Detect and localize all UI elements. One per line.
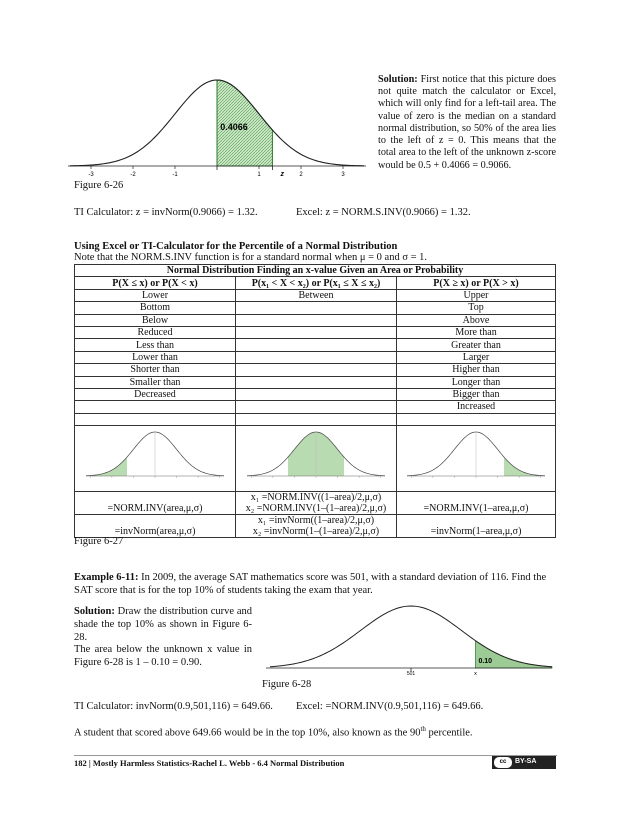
- table-title: Normal Distribution Finding an x-value Given an Area or Probability: [75, 265, 556, 277]
- plot-right-tail-cell: [397, 426, 556, 492]
- right-tail-term: Higher than: [397, 364, 556, 376]
- excel-right-formula: =NORM.INV(1–area,μ,σ): [397, 492, 556, 515]
- right-tail-term: Greater than: [397, 339, 556, 351]
- table-row: [75, 326, 556, 338]
- plot-between-cell: [236, 426, 397, 492]
- solution2-text1: Draw the distribution curve and shade the top 10% as shown in Figure 6-28.: [74, 606, 252, 643]
- ti-between-formulas: [236, 515, 397, 538]
- between-curve: [241, 428, 391, 486]
- table-row: [75, 401, 556, 413]
- solution-text: First notice that this picture does not quite match the calculator or Excel, which will only find for a left-tail area. The value of zero is the median on a standard normal distribution, so 50% of the area lies to the left of z = 0. This means that the total area to the left of the unknown z-score would be 0.5 + 0.4066 = 0.9066.: [378, 74, 556, 171]
- cc-license-badge: [492, 756, 556, 769]
- excel-line-1: Excel: z = NORM.S.INV(0.9066) = 1.32.: [296, 207, 471, 218]
- between-term: [236, 401, 397, 413]
- tick-label: -1: [172, 172, 178, 178]
- sat-normal-curve: [270, 606, 552, 667]
- table-row: [75, 413, 556, 425]
- z-label: z: [280, 171, 284, 178]
- tick-label: 2: [299, 172, 303, 178]
- ti-x2-formula: x₂ =invNorm(1–(1–area)/2,μ,σ): [252, 526, 380, 538]
- header-between: P(x₁ < X < x₂) or P(x₁ ≤ X ≤ x₂): [236, 277, 397, 289]
- right-tail-term: Increased: [397, 401, 556, 413]
- left-tail-term: Below: [75, 314, 236, 326]
- between-term: [236, 326, 397, 338]
- table-row: [75, 339, 556, 351]
- right-tail-term: Longer than: [397, 376, 556, 388]
- note-line: Note that the NORM.S.INV function is for a standard normal when μ = 0 and σ = 1.: [74, 252, 428, 263]
- solution-lead: Solution:: [378, 74, 418, 85]
- table-row: [75, 302, 556, 314]
- solution2-lead: Solution:: [74, 606, 115, 617]
- figure-caption-6-28: Figure 6-28: [262, 679, 312, 690]
- figure-6-26-normal-curve: [66, 68, 368, 188]
- table-row: [75, 314, 556, 326]
- left-tail-term: Smaller than: [75, 376, 236, 388]
- left-tail-term: Lower: [75, 289, 236, 301]
- header-left-tail: P(X ≤ x) or P(X < x): [75, 277, 236, 289]
- area-label: 0.4066: [220, 122, 248, 132]
- solution2-text2: The area below the unknown x value in Figure 6-28 is 1 – 0.10 = 0.90.: [74, 644, 252, 669]
- left-tail-term: Reduced: [75, 326, 236, 338]
- left-tail-curve: [80, 428, 230, 486]
- right-tail-term: Upper: [397, 289, 556, 301]
- footer-text: 182 | Mostly Harmless Statistics-Rachel L. Webb - 6.4 Normal Distribution: [74, 758, 345, 768]
- mean-label: 501: [406, 671, 416, 677]
- figure-caption-6-26: Figure 6-26: [74, 180, 124, 191]
- left-tail-term: Decreased: [75, 388, 236, 400]
- tick-label: -2: [130, 172, 136, 178]
- left-tail-term: Shorter than: [75, 364, 236, 376]
- tick-label: -3: [88, 172, 94, 178]
- excel-x1-formula: x₁ =NORM.INV((1–area)/2,μ,σ): [250, 492, 382, 504]
- between-term: [236, 339, 397, 351]
- normal-distribution-table: [74, 264, 556, 538]
- right-tail-term: Bigger than: [397, 388, 556, 400]
- solution-paragraph-2: [74, 606, 252, 670]
- left-tail-term: [75, 413, 236, 425]
- area-label: 0.10: [478, 658, 493, 665]
- right-tail-term: Larger: [397, 351, 556, 363]
- left-tail-term: Lower than: [75, 351, 236, 363]
- ti-calculator-line-1: TI Calculator: z = invNorm(0.9066) = 1.32.: [74, 207, 258, 218]
- ti-right-formula: =invNorm(1–area,μ,σ): [397, 515, 556, 538]
- between-term: [236, 388, 397, 400]
- excel-line-2: Excel: =NORM.INV(0.9,501,116) = 649.66.: [296, 701, 484, 712]
- right-tail-term: [397, 413, 556, 425]
- conclusion-superscript: th: [420, 725, 426, 733]
- conclusion-line: [74, 725, 473, 740]
- license-text: BY-SA: [515, 758, 537, 766]
- example-text: In 2009, the average SAT mathematics score was 501, with a standard deviation of 116. Find the SAT score that is for the top 10% of students taking the exam that year.: [74, 572, 547, 596]
- between-term: [236, 376, 397, 388]
- solution-paragraph-1: [378, 74, 556, 172]
- cc-icon: cc: [494, 757, 512, 768]
- right-tail-term: Top: [397, 302, 556, 314]
- shaded-area: [504, 457, 545, 476]
- ti-left-formula: =invNorm(area,μ,σ): [75, 515, 236, 538]
- tick-label: 3: [341, 172, 345, 178]
- between-term: [236, 314, 397, 326]
- between-term: [236, 351, 397, 363]
- table-row: [75, 289, 556, 301]
- ti-x1-formula: x₁ =invNorm((1–area)/2,μ,σ): [257, 515, 375, 527]
- left-tail-term: Less than: [75, 339, 236, 351]
- example-lead: Example 6-11:: [74, 572, 139, 583]
- table-row: [75, 388, 556, 400]
- x-label: x: [474, 671, 477, 677]
- excel-between-formulas: [236, 492, 397, 515]
- tick-label: 1: [257, 172, 261, 178]
- between-term: [236, 302, 397, 314]
- table-row: [75, 376, 556, 388]
- plot-left-tail-cell: [75, 426, 236, 492]
- header-right-tail: P(X ≥ x) or P(X > x): [397, 277, 556, 289]
- table-row: [75, 351, 556, 363]
- table-row: [75, 364, 556, 376]
- left-tail-term: Bottom: [75, 302, 236, 314]
- right-tail-term: More than: [397, 326, 556, 338]
- shaded-area: [86, 457, 127, 476]
- footer-divider: [74, 755, 557, 756]
- conclusion-text: A student that scored above 649.66 would be in the top 10%, also known as the 90: [74, 727, 421, 739]
- figure-caption-6-27: Figure 6-27: [74, 536, 124, 547]
- conclusion-tail: percentile.: [425, 727, 473, 739]
- between-term: [236, 364, 397, 376]
- example-paragraph: [74, 572, 557, 598]
- right-tail-curve: [401, 428, 551, 486]
- ti-calculator-line-2: TI Calculator: invNorm(0.9,501,116) = 649.66.: [74, 701, 273, 712]
- section-heading: Using Excel or TI-Calculator for the Percentile of a Normal Distribution: [74, 241, 398, 252]
- excel-left-formula: =NORM.INV(area,μ,σ): [75, 492, 236, 515]
- between-term: Between: [236, 289, 397, 301]
- left-tail-term: [75, 401, 236, 413]
- excel-x2-formula: x₂ =NORM.INV(1–(1–area)/2,μ,σ): [245, 503, 387, 515]
- between-term: [236, 413, 397, 425]
- right-tail-term: Above: [397, 314, 556, 326]
- figure-6-28-normal-curve: [262, 602, 556, 682]
